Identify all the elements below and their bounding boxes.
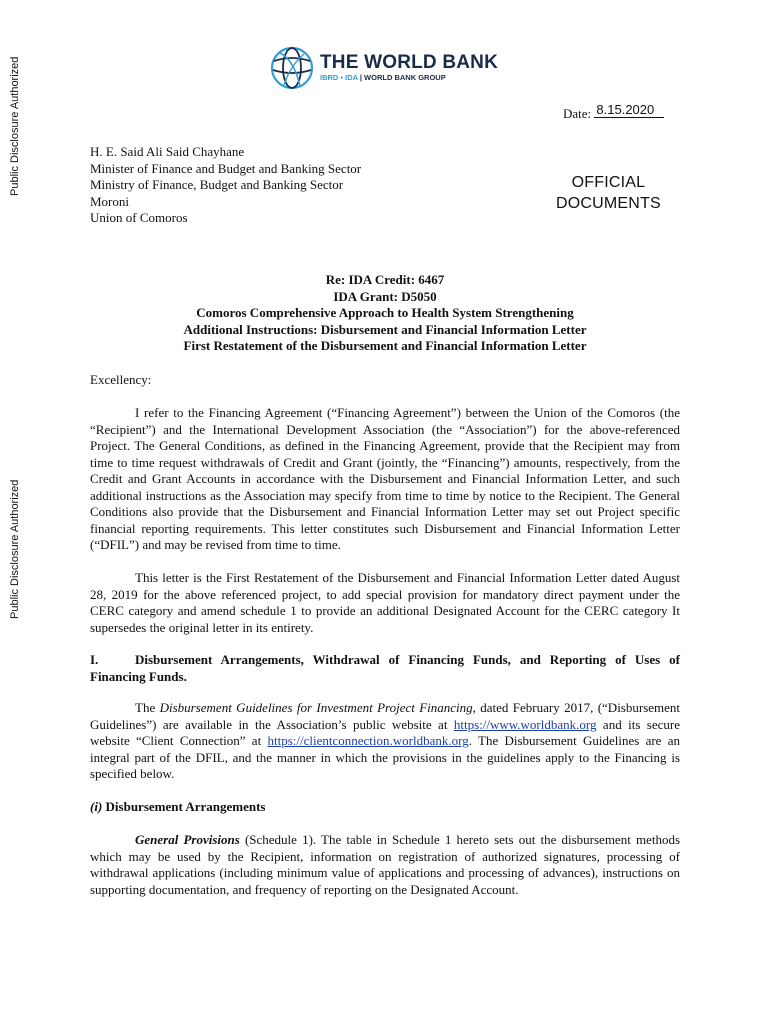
paragraph-general-provisions-text bbox=[90, 832, 680, 898]
subject-line: IDA Grant: D5050 bbox=[333, 288, 437, 304]
client-connection-link[interactable]: https://clientconnection.worldbank.org bbox=[267, 733, 469, 748]
address-line: Ministry of Finance, Budget and Banking Sector bbox=[90, 177, 344, 192]
salutation: Excellency: bbox=[90, 372, 152, 387]
general-provisions-lead: General Provisions bbox=[135, 832, 240, 847]
logo-sub-rest: WORLD BANK GROUP bbox=[364, 73, 446, 82]
subject-line: First Restatement of the Disbursement and Financial Information Letter bbox=[183, 338, 587, 353]
subject-line: Re: IDA Credit: 6467 bbox=[325, 272, 445, 287]
paragraph-guidelines bbox=[90, 700, 680, 783]
address-line: Minister of Finance and Budget and Banking Sector bbox=[90, 160, 362, 176]
worldbank-link[interactable]: https://www.worldbank.org bbox=[453, 716, 597, 732]
date-value: 8.15.2020 bbox=[594, 103, 664, 118]
stamp-line-1: OFFICIAL bbox=[571, 174, 646, 191]
paragraph-intro bbox=[90, 405, 680, 554]
paragraph-general-provisions bbox=[90, 832, 680, 898]
guidelines-title: Disbursement Guidelines for Investment Project Financing, bbox=[159, 700, 476, 715]
world-bank-logo bbox=[270, 46, 498, 90]
section-number: I. bbox=[90, 652, 99, 667]
subsection-title: Disbursement Arrangements bbox=[105, 799, 266, 814]
subsection-heading bbox=[90, 799, 680, 816]
section-heading bbox=[90, 652, 680, 685]
subsection-number: (i) bbox=[90, 799, 103, 814]
guidelines-suffix: . The Disbursement Guidelines are an integral part of the DFIL, and the manner in which the provisions in the guidelines apply to the Financing is specified below. bbox=[90, 733, 680, 781]
address-line: H. E. Said Ali Said Chayhane bbox=[90, 144, 245, 159]
subject-line: Comoros Comprehensive Approach to Health System Strengthening bbox=[196, 305, 574, 320]
globe-icon bbox=[270, 46, 314, 90]
paragraph-restatement bbox=[90, 570, 680, 636]
guidelines-and: and its secure website “Client Connection” at bbox=[90, 716, 681, 748]
side-label-middle-text: Public Disclosure Authorized bbox=[9, 479, 21, 619]
paragraph-restatement-text: This letter is the First Restatement of the Disbursement and Financial Information Letter dated August 28, 2019 for the above referenced project, to add special provision for mandatory direct payment under the CERC category and amend schedule 1 to provide an additional Designated Account for the CERC category It supersedes the original letter in its entirety. bbox=[90, 570, 680, 635]
address-line: Moroni bbox=[90, 193, 129, 209]
section-heading-text bbox=[90, 652, 680, 685]
paragraph-intro-text: I refer to the Financing Agreement (“Financing Agreement”) between the Union of the Comoros (the “Recipient”) and the International Development Association (the “Association”) for the above-referenced Project. The General Conditions, as defined in the Financing Agreement, provide that the Recipient may from time to time request withdrawals of Credit and Grant (jointly, the “Financing”) amounts, respectively, from the Credit and Grant Accounts in accordance with the Disbursement and Financial Information Letter, and such additional instructions as the Association may specify from time to time by notice to the Recipient. The General Conditions also provide that the Disbursement and Financial Information Letter may set out Project specific financial reporting requirements. This letter constitutes such Disbursement and Financial Information Letter (“DFIL”) and may be revised from time to time. bbox=[90, 405, 680, 552]
address-line: Union of Comoros bbox=[90, 210, 188, 225]
guidelines-middle: dated February 2017, (“Disbursement Guidelines”) are available in the Association’s public website at bbox=[90, 700, 681, 732]
stamp-line-2: DOCUMENTS bbox=[556, 195, 661, 212]
section-title: Disbursement Arrangements, Withdrawal of Financing Funds, and Reporting of Uses of Financing Funds. bbox=[90, 652, 680, 684]
date-label: Date: bbox=[563, 106, 592, 121]
guidelines-prefix: The bbox=[135, 700, 156, 715]
recipient-address bbox=[90, 144, 361, 227]
paragraph-guidelines-text bbox=[90, 700, 680, 783]
side-label-top-text: Public Disclosure Authorized bbox=[9, 56, 21, 196]
subject-line: Additional Instructions: Disbursement and Financial Information Letter bbox=[183, 321, 587, 337]
logo-sub-accent: IBRD • IDA bbox=[320, 73, 358, 82]
logo-name: THE WORLD BANK bbox=[320, 52, 499, 73]
official-documents-stamp bbox=[556, 172, 661, 214]
logo-subtitle: IBRD • IDA | WORLD BANK GROUP bbox=[320, 73, 446, 82]
date-line bbox=[563, 102, 664, 122]
general-provisions-body: (Schedule 1). The table in Schedule 1 hereto sets out the disbursement methods which may be used by the Recipient, information on registration of authorized signatures, processing of withdrawal applications (including minimum value of applications and processing of advances), instructions on supporting documentation, and frequency of reporting on the Designated Account. bbox=[90, 832, 681, 897]
subject-block bbox=[90, 272, 680, 355]
